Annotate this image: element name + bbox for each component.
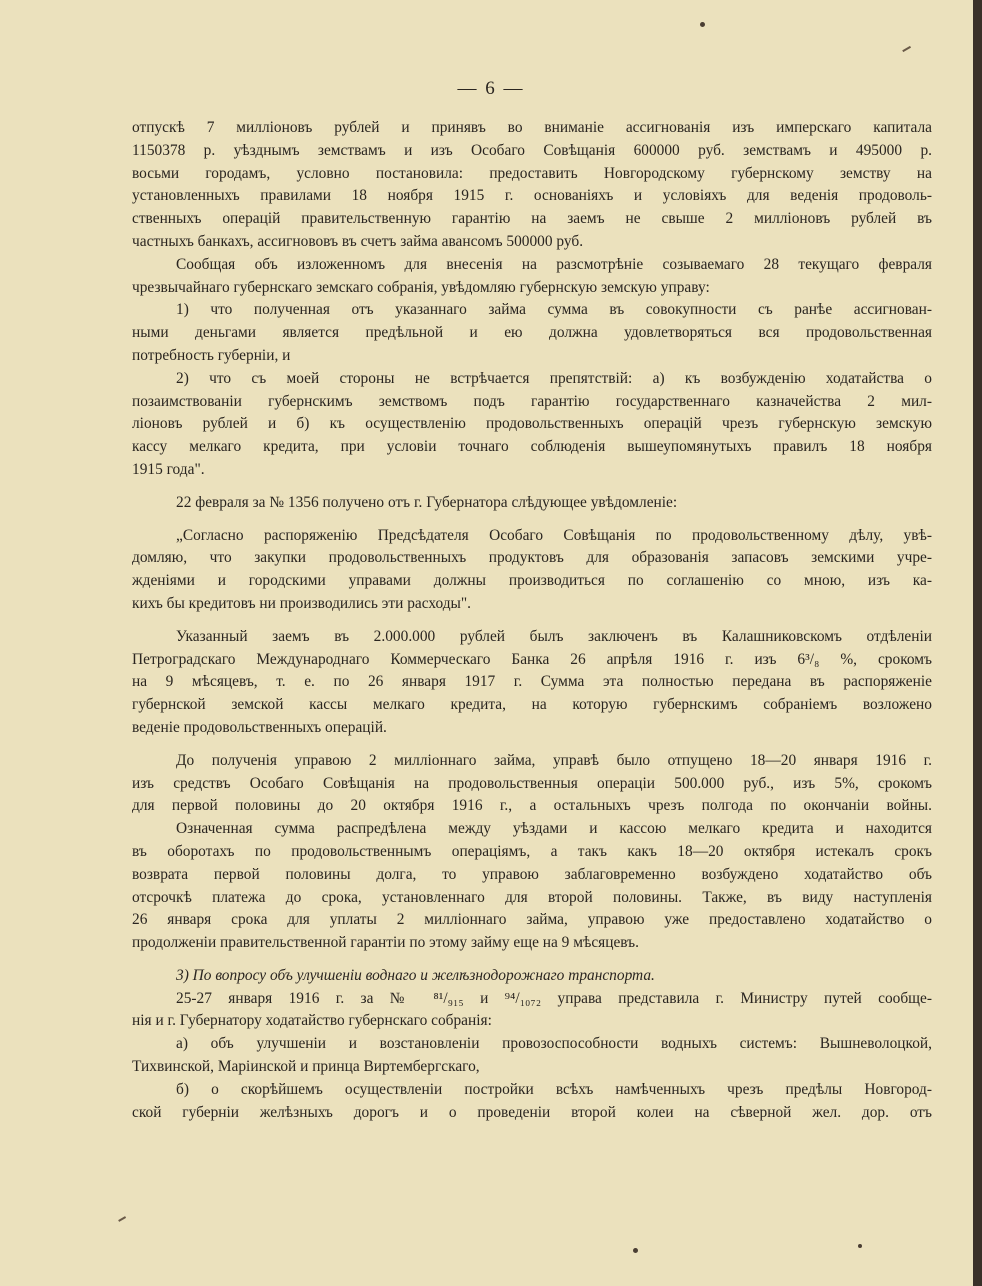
page-number: — 6 — [457,78,525,99]
text-line: Означенная сумма распредѣлена между уѣздами и кассою мелкаго кредита и находится [176,820,932,838]
text-line: восьми городамъ, условно постановила: предоставить Новгородскому губернскому земству на [132,164,932,182]
scan-speck [700,22,705,27]
text-line: Петроградскаго Международнаго Коммерческаго Банка 26 апрѣля 1916 г. изъ 6³/₈ %, срокомъ [132,650,932,668]
text-line: Сообщая объ изложенномъ для внесенія на разсмотрѣніе созываемаго 28 текущаго февраля [176,255,932,273]
section-heading [132,965,932,988]
paragraph [132,750,932,818]
document-body [132,117,932,1124]
paragraph-gap [132,740,932,750]
paragraph [132,626,932,740]
text-line: установленныхъ правилами 18 ноября 1915 г. основаніяхъ и условіяхъ для веденія продоволь- [132,187,932,205]
paragraph-gap [132,616,932,626]
paragraph [132,492,932,515]
paragraph [132,1079,932,1125]
text-line: 22 февраля за № 1356 получено отъ г. Губернатора слѣдующее увѣдомленіе: [176,493,678,511]
text-line: продолженіи правительственной гарантіи по этому займу еще на 9 мѣсяцевъ. [132,934,639,952]
text-line: нія и г. Губернатору ходатайство губернскаго собранія: [132,1012,492,1030]
text-line: отсрочкѣ платежа до срока, установленнаго для второй половины. Также, въ виду наступленія [132,888,932,906]
scan-speck [858,1244,862,1248]
text-line: „Согласно распоряженію Предсѣдателя Особаго Совѣщанія по продовольственному дѣлу, увѣ- [176,526,932,544]
text-line: ными деньгами является предѣльной и ею должна удовлетворяться вся продовольственная [132,324,932,342]
page-edge-shadow [973,0,982,1286]
text-line: въ оборотахъ по продовольственнымъ операціямъ, а такъ какъ 18—20 октября истекалъ срокъ [132,842,932,860]
text-line: 26 января срока для уплаты 2 милліоннаго займа, управою уже предоставлено ходатайство о [132,911,932,929]
text-line: ственныхъ операцій правительственную гарантію на заемъ не свыше 2 милліоновъ рублей въ [132,210,932,228]
text-line: для первой половины до 20 октября 1916 г., а остальныхъ чрезъ полгода по окончаніи войны. [132,797,932,815]
text-line: ской губерніи желѣзныхъ дорогъ и о проведеніи второй колеи на сѣверной жел. дор. отъ [132,1103,932,1121]
paragraph [132,1033,932,1079]
text-line: губернской земской кассы мелкаго кредита, на которую губернскимъ собраніемъ возложено [132,696,932,714]
paragraph [132,368,932,482]
scan-mark [902,46,911,52]
text-line: 1150378 р. уѣзднымъ земствамъ и изъ Особаго Совѣщанія 600000 руб. земствамъ и 495000 р. [132,141,932,159]
text-line: на 9 мѣсяцевъ, т. е. по 26 января 1917 г. Сумма эта полностью передана въ распоряженіе [132,673,932,691]
text-line: отпускѣ 7 милліоновъ рублей и принявъ во вниманіе ассигнованія изъ имперскаго капитала [132,119,932,136]
paragraph-gap [132,482,932,492]
text-line: домляю, что закупки продовольственныхъ продуктовъ для образованія запасовъ земскими учре- [132,549,932,567]
paragraph [132,299,932,367]
text-line: веденіе продовольственныхъ операцій. [132,718,387,736]
text-line: 25-27 января 1916 г. за № ⁸¹/₉₁₅ и ⁹⁴/₁₀₇₂ управа представила г. Министру путей сообще- [176,989,932,1007]
scan-speck [633,1248,638,1253]
text-line: потребность губерніи, и [132,346,291,364]
text-line: Указанный заемъ въ 2.000.000 рублей былъ заключенъ въ Калашниковскомъ отдѣленіи [176,627,932,645]
text-line: 1) что полученная отъ указаннаго займа сумма въ совокупности съ ранѣе ассигнован- [176,301,932,319]
text-line: возврата первой половины долга, то управою заблаговременно возбуждено ходатайство объ [132,865,932,883]
quoted-notice [132,525,932,616]
text-line: кассу мелкаго кредита, при условіи точнаго соблюденія вышеупомянутыхъ правилъ 18 ноября [132,438,932,456]
text-line: жденіями и городскими управами должны производиться по соглашенію со мною, изъ ка- [132,572,932,590]
paragraph [132,117,932,254]
text-line: ліоновъ рублей и б) къ осуществленію продовольственныхъ операцій чрезъ губернскую земскую [132,415,932,433]
text-line: кихъ бы кредитовъ ни производились эти расходы". [132,594,472,612]
text-line: До полученія управою 2 милліоннаго займа, управѣ было отпущено 18—20 января 1916 г. [176,751,932,769]
paragraph [132,988,932,1034]
text-line: б) о скорѣйшемъ осуществленіи постройки всѣхъ намѣченныхъ чрезъ предѣлы Новгород- [176,1080,932,1098]
text-line: чрезвычайнаго губернскаго земскаго собранія, увѣдомляю губернскую земскую управу: [132,278,710,296]
paragraph-gap [132,955,932,965]
paragraph [132,818,932,955]
scan-mark [118,1216,126,1221]
paragraph-gap [132,515,932,525]
paragraph [132,254,932,300]
text-line: а) объ улучшеніи и возстановленіи провозоспособности водныхъ системъ: Вышневолоцкой, [176,1035,932,1053]
text-line: Тихвинской, Маріинской и принца Виртембергскаго, [132,1058,480,1076]
text-line: частныхъ банкахъ, ассигнововъ въ счетъ займа авансомъ 500000 руб. [132,232,584,250]
text-line: изъ средствъ Особаго Совѣщанія на продовольственныя операціи 500.000 руб., изъ 5%, срокомъ [132,774,932,792]
text-line: 2) что съ моей стороны не встрѣчается препятствій: а) къ возбужденію ходатайства о [176,369,932,387]
text-line: позаимствованіи губернскимъ земствомъ подъ гарантію государственнаго казначейства 2 мил- [132,392,932,410]
text-line: 1915 года". [132,460,205,478]
text-line: 3) По вопросу объ улучшеніи воднаго и желѣзнодорожнаго транспорта. [176,966,655,984]
